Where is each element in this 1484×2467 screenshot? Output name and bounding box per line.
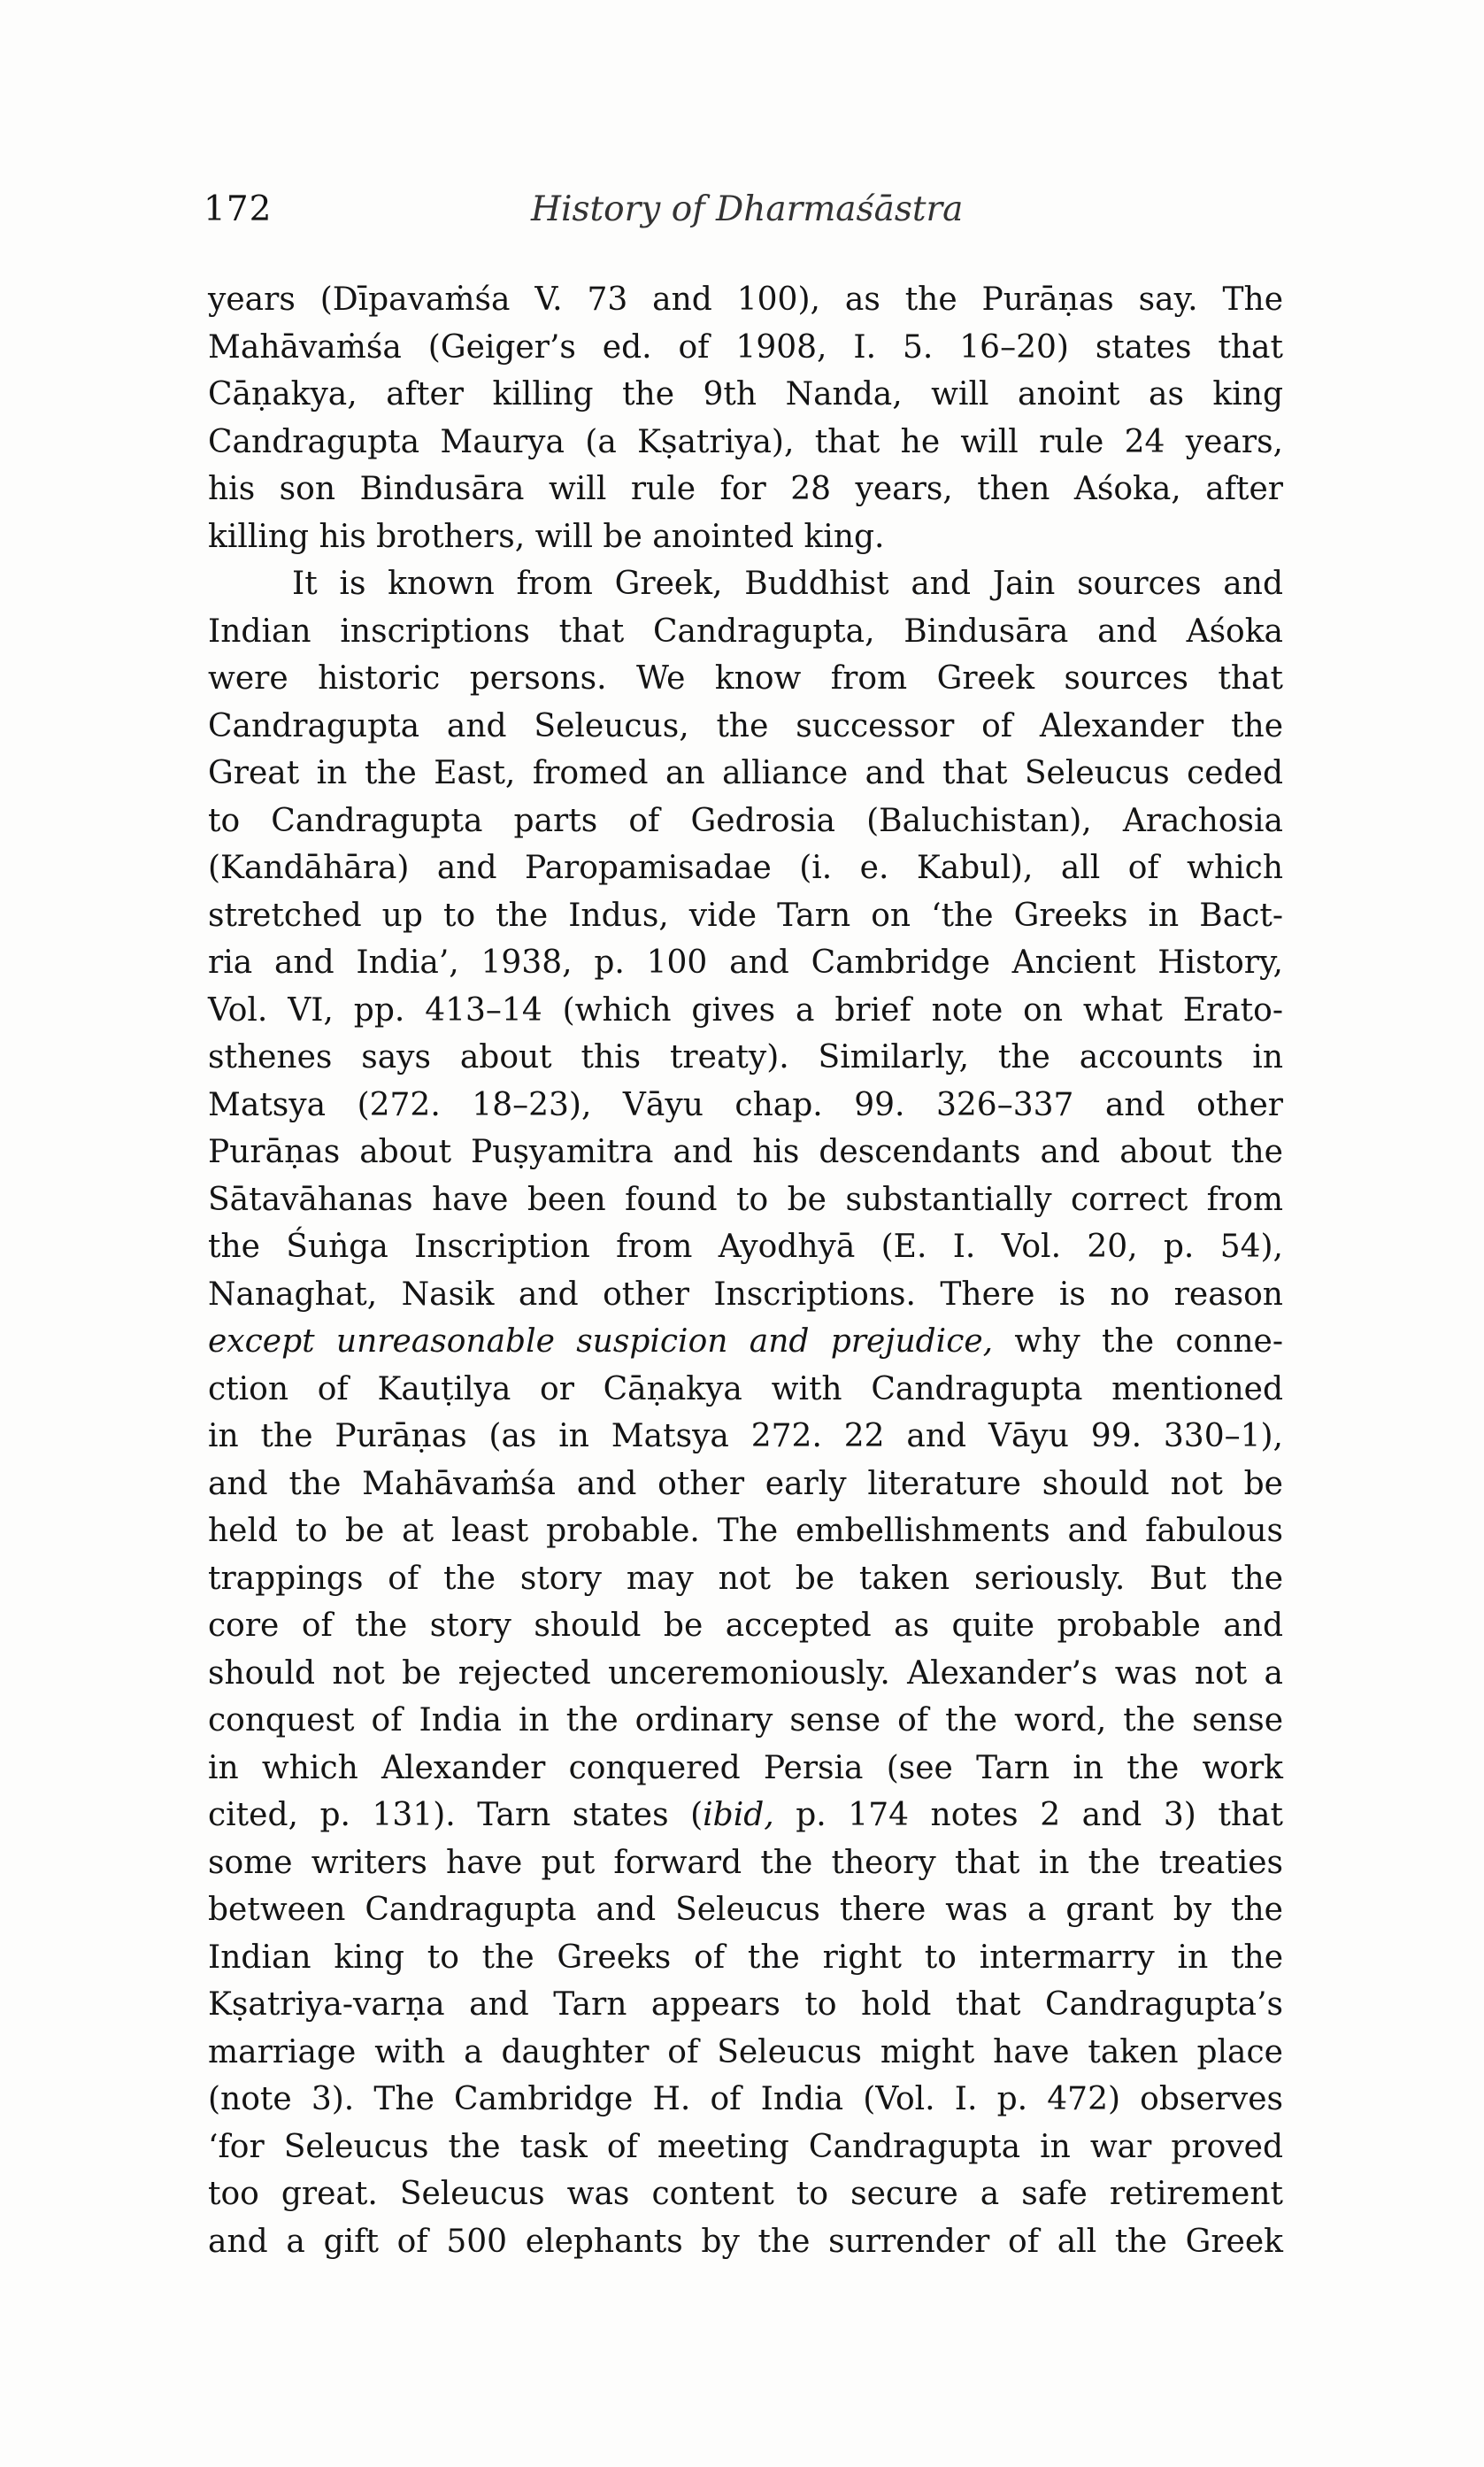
text-line: held to be at least probable. The embellishments and fabulous xyxy=(208,1513,1283,1549)
text-line: (note 3). The Cambridge H. of India (Vol. I. p. 472) observes xyxy=(208,2081,1283,2117)
text-line: Candragupta Maurya (a Kṣatriya), that he will rule 24 years, xyxy=(208,423,1283,460)
text-line: years (Dīpavaṁśa V. 73 and 100), as the Purāṇas say. The xyxy=(208,281,1283,318)
text-line: his son Bindusāra will rule for 28 years, then Aśoka, after xyxy=(208,471,1283,507)
text-line: Great in the East, fromed an alliance and that Seleucus ceded xyxy=(208,755,1283,791)
text-line: sthenes says about this treaty). Similarly, the accounts in xyxy=(208,1039,1283,1075)
text-line: Kṣatriya-varṇa and Tarn appears to hold that Candragupta’s xyxy=(208,1986,1283,2023)
text-line: some writers have put forward the theory that in the treaties xyxy=(208,1844,1283,1881)
text-span: why the conne- xyxy=(993,1323,1283,1360)
text-line: to Candragupta parts of Gedrosia (Baluchistan), Arachosia xyxy=(208,802,1283,839)
text-line: and a gift of 500 elephants by the surrender of all the Greek xyxy=(208,2223,1283,2260)
emphasized-phrase: except unreasonable suspicion and prejudice, xyxy=(208,1323,994,1360)
text-line: Mahāvaṁśa (Geiger’s ed. of 1908, I. 5. 16–20) states that xyxy=(208,328,1283,366)
text-line: the Śuṅga Inscription from Ayodhyā (E. I. Vol. 20, p. 54), xyxy=(208,1229,1283,1265)
text-line: too great. Seleucus was content to secure a safe retirement xyxy=(208,2176,1283,2212)
text-line: Nanaghat, Nasik and other Inscriptions. There is no reason xyxy=(208,1276,1283,1313)
text-line: ction of Kauṭilya or Cāṇakya with Candragupta mentioned xyxy=(208,1370,1283,1407)
text-line: in the Purāṇas (as in Matsya 272. 22 and Vāyu 99. 330–1), xyxy=(208,1418,1283,1454)
text-line: trappings of the story may not be taken seriously. But the xyxy=(208,1560,1283,1597)
text-line: Candragupta and Seleucus, the successor of Alexander the xyxy=(208,707,1283,744)
text-span: cited, p. 131). Tarn states ( xyxy=(208,1797,704,1833)
running-head: History of Dharmaśāstra xyxy=(531,189,964,229)
text-line: Matsya (272. 18–23), Vāyu chap. 99. 326–337 and other xyxy=(208,1086,1283,1123)
text-line: Indian inscriptions that Candragupta, Bindusāra and Aśoka xyxy=(208,613,1283,650)
text-line: stretched up to the Indus, vide Tarn on ‘the Greeks in Bact- xyxy=(208,897,1283,934)
text-line: It is known from Greek, Buddhist and Jain sources and xyxy=(292,566,1283,602)
text-line: Vol. VI, pp. 413–14 (which gives a brief note on what Erato- xyxy=(208,991,1283,1029)
text-span: p. 174 notes 2 and 3) that xyxy=(773,1797,1283,1833)
body-text xyxy=(208,276,1283,2265)
emphasized-phrase: ibid, xyxy=(703,1797,774,1833)
text-line: should not be rejected unceremoniously. Alexander’s was not a xyxy=(208,1654,1283,1692)
text-line xyxy=(208,1792,1283,1839)
text-line: Indian king to the Greeks of the right to intermarry in the xyxy=(208,1939,1283,1976)
text-line: core of the story should be accepted as quite probable and xyxy=(208,1607,1283,1644)
text-line: conquest of India in the ordinary sense of the word, the sense xyxy=(208,1702,1283,1738)
text-line: killing his brothers, will be anointed king. xyxy=(208,518,885,555)
text-line xyxy=(208,1318,1283,1366)
text-line: between Candragupta and Seleucus there was a grant by the xyxy=(208,1892,1283,1928)
page-number: 172 xyxy=(204,189,273,229)
text-line: and the Mahāvaṁśa and other early literature should not be xyxy=(208,1465,1283,1502)
text-line: Sātavāhanas have been found to be substantially correct from xyxy=(208,1181,1283,1218)
text-line: were historic persons. We know from Greek sources that xyxy=(208,660,1283,697)
text-line: ria and India’, 1938, p. 100 and Cambridge Ancient History, xyxy=(208,944,1283,981)
text-line: marriage with a daughter of Seleucus might have taken place xyxy=(208,2033,1283,2070)
text-line: ‘for Seleucus the task of meeting Candragupta in war proved xyxy=(208,2128,1283,2165)
text-line: Purāṇas about Puṣyamitra and his descendants and about the xyxy=(208,1134,1283,1170)
text-line: (Kandāhāra) and Paropamisadae (i. e. Kabul), all of which xyxy=(208,850,1283,886)
text-line: in which Alexander conquered Persia (see Tarn in the work xyxy=(208,1749,1283,1786)
text-line: Cāṇakya, after killing the 9th Nanda, will anoint as king xyxy=(208,376,1283,412)
